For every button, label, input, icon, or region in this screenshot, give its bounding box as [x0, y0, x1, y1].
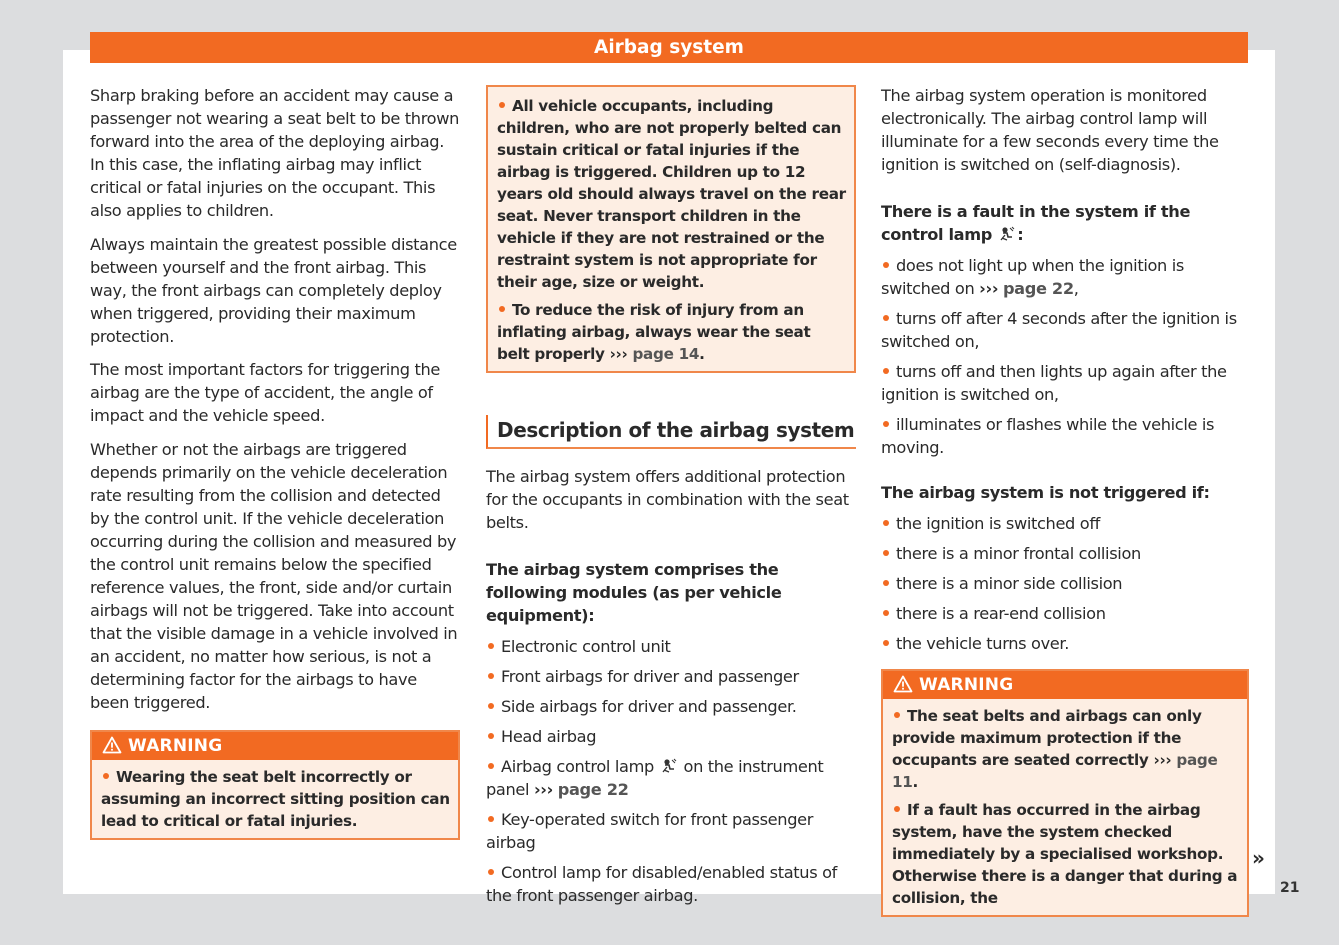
list-item: Head airbag	[486, 725, 856, 748]
bullet-icon	[883, 520, 889, 526]
bullet-icon	[488, 869, 494, 875]
list-item: illuminates or flashes while the vehicle is moving.	[881, 415, 1215, 457]
bullet-icon	[488, 673, 494, 679]
warning-item: To reduce the risk of injury from an inflating airbag, always wear the seat belt properly ››› page 14.	[497, 301, 811, 363]
paragraph: The airbag system offers additional protection for the occupants in combination with the seat belts.	[486, 467, 849, 532]
bullet-icon	[488, 733, 494, 739]
warning-item: The seat belts and airbags can only provide maximum protection if the occupants are seated correctly ››› page 11.	[892, 707, 1218, 791]
list-item: Key-operated switch for front passenger airbag	[486, 810, 814, 852]
warning-box	[881, 669, 1249, 917]
bullet-icon	[488, 816, 494, 822]
warning-label: WARNING	[128, 735, 223, 756]
bullet-icon	[883, 610, 889, 616]
paragraph: Whether or not the airbags are triggered depends primarily on the vehicle deceleration rate resulting from the collision and detected by the control unit. If the vehicle deceleration occurring during the collision and measured by the control unit remains below the specified reference values, the front, side and/or curtain airbags will not be triggered. Take into account that the visible damage in a vehicle involved in an accident, no matter how serious, is not a determining factor for the airbags to have been triggered.	[90, 439, 458, 712]
bullet-icon	[883, 640, 889, 646]
bullet-icon	[883, 421, 889, 427]
warning-label: WARNING	[919, 675, 1014, 695]
bullet-icon	[883, 262, 889, 268]
list-item: does not light up when the ignition is switched on ››› page 22,	[881, 256, 1184, 298]
list-item: the ignition is switched off	[881, 512, 1249, 535]
list-item: Front airbags for driver and passenger	[486, 665, 856, 688]
column-1	[90, 84, 460, 840]
airbag-lamp-icon	[999, 226, 1015, 242]
bullet-icon	[488, 703, 494, 709]
bullet-icon	[894, 806, 900, 812]
page-link[interactable]: page 22	[557, 780, 629, 799]
cross-reference-arrows: ›››	[1153, 751, 1172, 769]
warning-box	[90, 730, 460, 840]
warning-item: If a fault has occurred in the airbag system, have the system checked immediately by a specialised workshop. Otherwise there is a danger that during a collision, the	[892, 801, 1238, 907]
airbag-lamp-icon	[661, 758, 677, 774]
bullet-icon	[883, 315, 889, 321]
column-3	[881, 84, 1249, 917]
warning-box-continued	[486, 85, 856, 373]
page-link[interactable]: page 22	[1002, 279, 1074, 298]
subheading: The airbag system is not triggered if:	[881, 483, 1210, 502]
page-link[interactable]: page 11	[892, 751, 1218, 791]
paragraph: The airbag system operation is monitored electronically. The airbag control lamp will illuminate for a few seconds every time the ignition is switched on (self-diagnosis).	[881, 86, 1219, 174]
list-item: Side airbags for driver and passenger.	[486, 695, 856, 718]
bullet-icon	[883, 580, 889, 586]
warning-body	[92, 760, 458, 838]
page-link[interactable]: page 14	[632, 345, 700, 363]
list-item: Electronic control unit	[486, 635, 856, 658]
bullet-icon	[883, 550, 889, 556]
subheading: There is a fault in the system if the control lamp :	[881, 202, 1191, 244]
list-item: turns off after 4 seconds after the ignition is switched on,	[881, 309, 1237, 351]
warning-body	[488, 87, 854, 371]
list-item: there is a rear-end collision	[881, 602, 1249, 625]
bullet-icon	[894, 712, 900, 718]
chapter-header: Airbag system	[90, 32, 1248, 63]
list-item: turns off and then lights up again after the ignition is switched on,	[881, 362, 1227, 404]
warning-triangle-icon	[893, 675, 913, 693]
section-heading: Description of the airbag system	[486, 415, 856, 449]
continue-arrow-icon: »	[1252, 846, 1265, 870]
warning-header	[883, 671, 1247, 699]
warning-item: All vehicle occupants, including children, who are not properly belted can sustain critical or fatal injuries if the airbag is triggered. Children up to 12 years old should always travel on the rear seat. Never transport children in the vehicle if they are not restrained or the restraint system is not appropriate for their age, size or weight.	[497, 97, 846, 291]
paragraph: Always maintain the greatest possible distance between yourself and the front airbag. This way, the front airbags can completely deploy when triggered, providing their maximum protection.	[90, 234, 457, 346]
list-item: there is a minor frontal collision	[881, 542, 1249, 565]
bullet-icon	[103, 773, 109, 779]
list-item: there is a minor side collision	[881, 572, 1249, 595]
paragraph: The most important factors for triggering the airbag are the type of accident, the angle of impact and the vehicle speed.	[90, 360, 441, 425]
bullet-icon	[488, 643, 494, 649]
bullet-icon	[883, 368, 889, 374]
warning-body	[883, 699, 1247, 915]
list-item: Control lamp for disabled/enabled status of the front passenger airbag.	[486, 863, 837, 905]
cross-reference-arrows: ›››	[609, 345, 628, 363]
subheading: The airbag system comprises the following modules (as per vehicle equipment):	[486, 560, 782, 625]
bullet-icon	[499, 306, 505, 312]
cross-reference-arrows: ›››	[979, 279, 999, 298]
warning-header	[92, 732, 458, 760]
list-item: the vehicle turns over.	[881, 632, 1249, 655]
paragraph: Sharp braking before an accident may cause a passenger not wearing a seat belt to be thrown forward into the area of the deploying airbag. In this case, the inflating airbag may inflict critical or fatal injuries on the occupant. This also applies to children.	[90, 86, 460, 220]
list-item: Airbag control lamp on the instrument panel ››› page 22	[486, 757, 824, 799]
bullet-icon	[499, 102, 505, 108]
page-number: 21	[1280, 880, 1300, 896]
bullet-icon	[488, 763, 494, 769]
warning-item: Wearing the seat belt incorrectly or assuming an incorrect sitting position can lead to critical or fatal injuries.	[101, 767, 450, 830]
warning-triangle-icon	[102, 736, 122, 754]
column-2	[486, 84, 856, 914]
cross-reference-arrows: ›››	[533, 780, 553, 799]
